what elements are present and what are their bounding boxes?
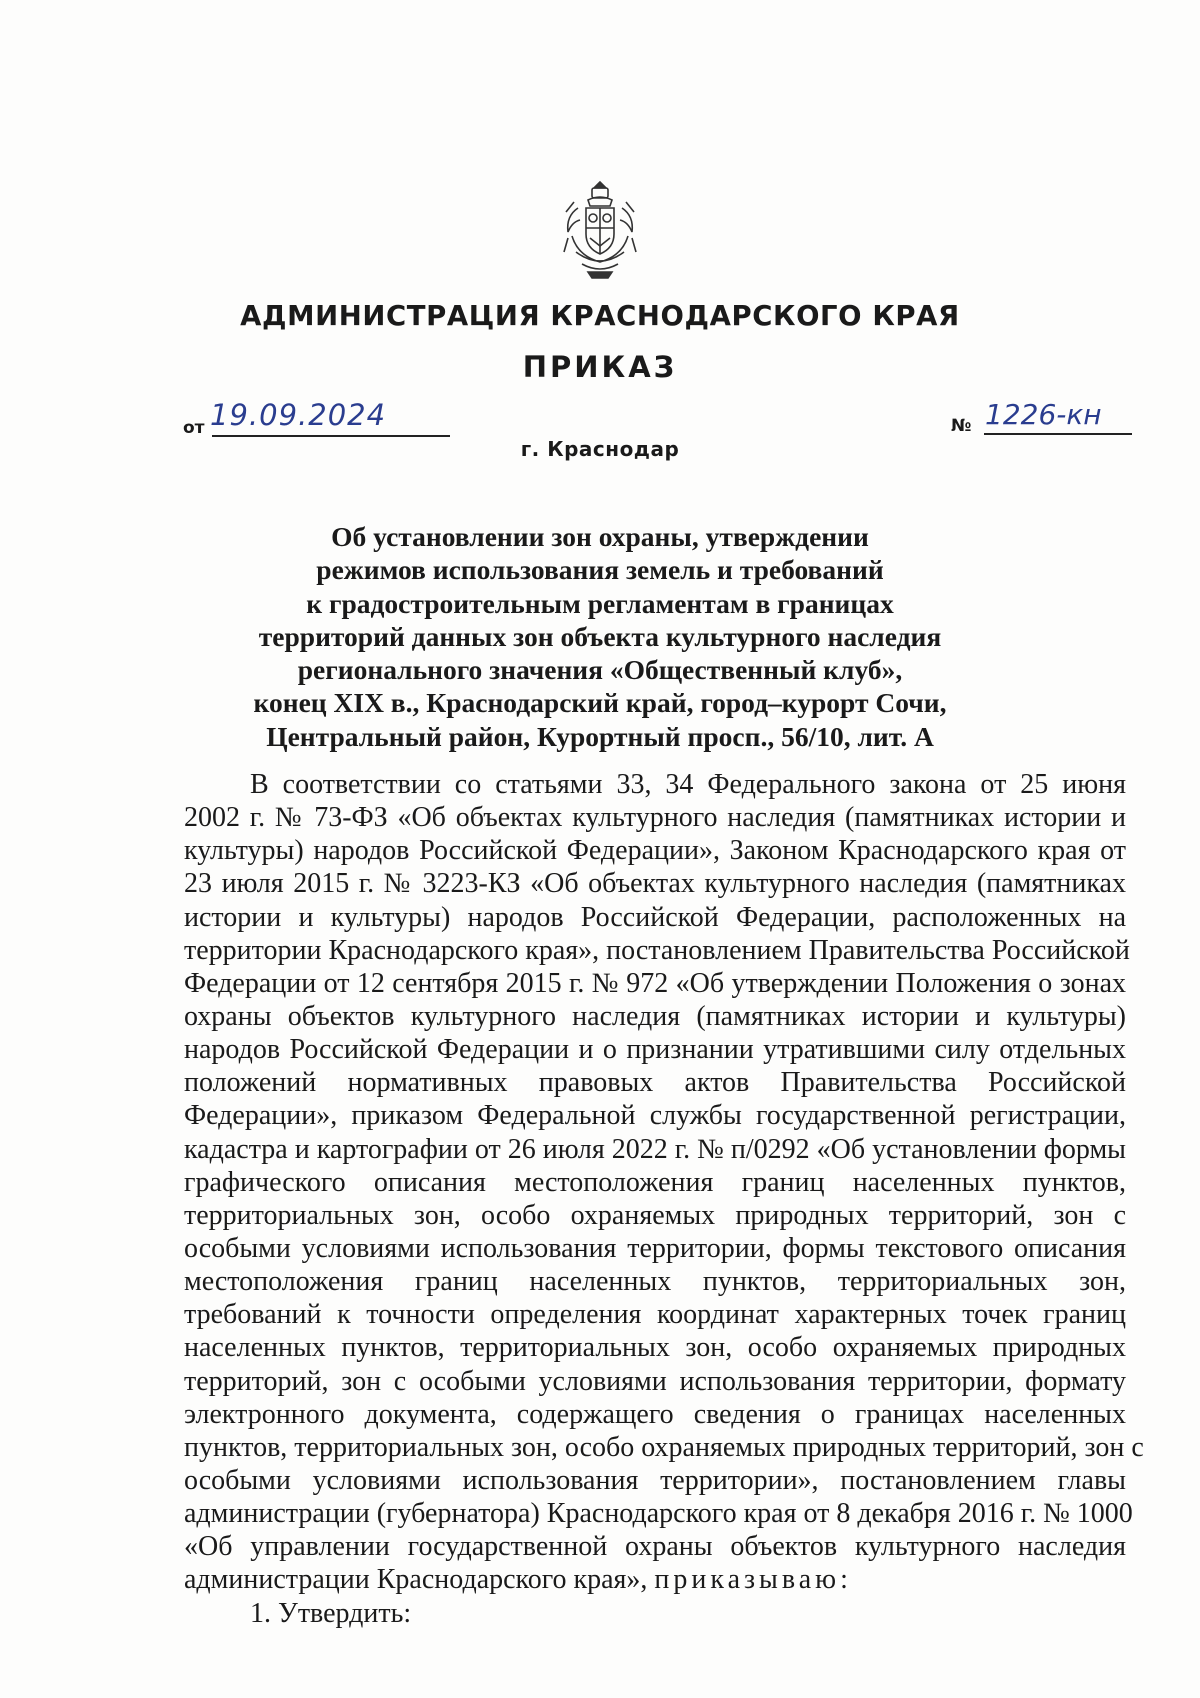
- body-line: «Об управлении государственной охраны объектов культурного наследия: [184, 1531, 1126, 1563]
- body-line: охраны объектов культурного наследия (памятниках истории и культуры): [184, 1000, 1126, 1032]
- subject-line: режимов использования земель и требований: [316, 554, 884, 586]
- body-line: Федерации», приказом Федеральной службы государственной регистрации,: [184, 1100, 1126, 1132]
- body-line: местоположения границ населенных пунктов, территориальных зон,: [184, 1266, 1126, 1298]
- list-item: 1. Утвердить:: [250, 1597, 412, 1629]
- body-line: положений нормативных правовых актов Правительства Российской: [184, 1067, 1126, 1099]
- body-line: пунктов, территориальных зон, особо охраняемых природных территорий, зон с: [184, 1431, 1144, 1463]
- number-underline: [984, 433, 1132, 435]
- body-line: электронного документа, содержащего сведения о границах населенных: [184, 1398, 1126, 1430]
- body-line: Федерации от 12 сентября 2015 г. № 972 «Об утверждении Положения о зонах: [184, 967, 1126, 999]
- decree-word: приказываю:: [654, 1564, 852, 1596]
- body-line: народов Российской Федерации и о признании утратившими силу отдельных: [184, 1034, 1126, 1066]
- organization-title: АДМИНИСТРАЦИЯ КРАСНОДАРСКОГО КРАЯ: [240, 300, 960, 332]
- last-line-text: администрации Краснодарского края»,: [184, 1564, 648, 1596]
- body-line: особыми условиями использования территории», постановлением главы: [184, 1464, 1126, 1496]
- body-line: кадастра и картографии от 26 июля 2022 г. № п/0292 «Об установлении формы: [184, 1133, 1126, 1165]
- body-line: особыми условиями использования территории, формы текстового описания: [184, 1232, 1126, 1264]
- body-line: территориальных зон, особо охраняемых природных территорий, зон с: [184, 1199, 1126, 1231]
- subject-line: Об установлении зон охраны, утверждении: [331, 521, 869, 552]
- number-label: №: [951, 416, 972, 436]
- body-line: 23 июля 2015 г. № 3223-КЗ «Об объектах культурного наследия (памятниках: [184, 868, 1126, 900]
- subject-line: к градостроительным регламентам в границах: [306, 587, 894, 619]
- date-label: от: [183, 418, 205, 438]
- coat-of-arms-icon: [558, 178, 642, 282]
- document-body: [184, 768, 1144, 1630]
- body-line: В соответствии со статьями 33, 34 Федерального закона от 25 июня: [250, 769, 1126, 800]
- body-line: территорий, зон с особыми условиями использования территории, формату: [184, 1365, 1126, 1397]
- body-line: населенных пунктов, территориальных зон, особо охраняемых природных: [184, 1332, 1126, 1364]
- handwritten-number: 1226-кн: [985, 398, 1102, 431]
- body-line: 2002 г. № 73-ФЗ «Об объектах культурного наследия (памятниках истории и: [184, 802, 1126, 834]
- document-type: ПРИКАЗ: [522, 350, 678, 384]
- body-line: территории Краснодарского края», постановлением Правительства Российской: [184, 934, 1130, 966]
- body-line: культуры) народов Российской Федерации», Законом Краснодарского края от: [184, 835, 1126, 867]
- body-line: требований к точности определения координат характерных точек границ: [184, 1299, 1126, 1331]
- subject-line: территорий данных зон объекта культурного наследия: [258, 620, 942, 652]
- subject-line: Центральный район, Курортный просп., 56/10, лит. А: [266, 720, 934, 752]
- subject-line: регионального значения «Общественный клуб»,: [297, 654, 903, 686]
- body-line: администрации (губернатора) Краснодарского края от 8 декабря 2016 г. № 1000: [184, 1498, 1133, 1530]
- body-last-line: [184, 1563, 1126, 1596]
- document-subject: [200, 520, 1000, 753]
- subject-line: конец XIX в., Краснодарский край, город–курорт Сочи,: [253, 687, 947, 719]
- body-line: графического описания местоположения границ населенных пунктов,: [184, 1166, 1126, 1198]
- body-line: истории и культуры) народов Российской Федерации, расположенных на: [184, 901, 1126, 933]
- city: г. Краснодар: [520, 437, 680, 461]
- handwritten-date: 19.09.2024: [210, 398, 387, 432]
